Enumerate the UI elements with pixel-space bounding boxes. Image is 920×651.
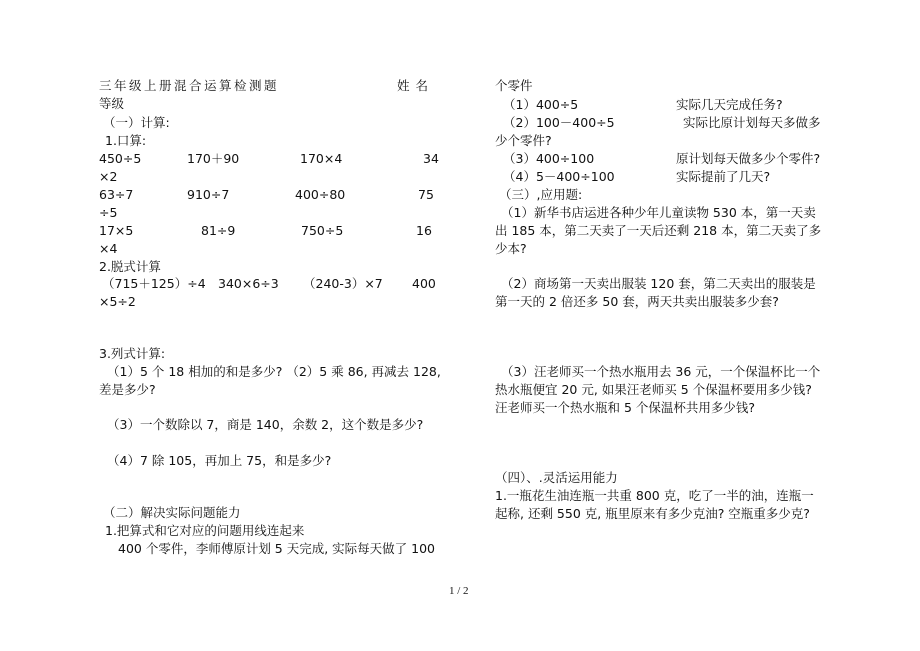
- detach-item: 400: [412, 276, 436, 291]
- problem-line: 少本?: [495, 241, 527, 256]
- match-expression: （3）400÷100: [503, 151, 595, 166]
- oral-item: 63÷7: [99, 187, 134, 202]
- match-expression: （1）400÷5: [503, 97, 579, 112]
- problem-line: 热水瓶便宜 20 元, 如果汪老师买 5 个保温杯要用多少钱?: [495, 382, 812, 397]
- question-3-3: （3）一个数除以 7，商是 140，余数 2，这个数是多少?: [107, 417, 424, 432]
- oral-item: 34: [423, 151, 439, 166]
- detach-item: （240-3）×7: [303, 276, 383, 291]
- match-question: 原计划每天做多少个零件?: [676, 151, 821, 166]
- section-1-2-heading: 2.脱式计算: [99, 259, 161, 274]
- name-label: 姓名: [397, 78, 435, 93]
- section-1-heading: （一）计算:: [103, 115, 170, 130]
- section-1-1-heading: 1.口算:: [105, 133, 147, 148]
- oral-item: 450÷5: [99, 151, 142, 166]
- oral-item: ×4: [99, 241, 118, 256]
- oral-item: ×2: [99, 169, 118, 184]
- match-question: 实际提前了几天?: [676, 169, 771, 184]
- question-3-1: （1）5 个 18 相加的和是多少? （2）5 乘 86, 再减去 128,: [107, 364, 441, 379]
- match-question: 实际几天完成任务?: [676, 97, 783, 112]
- oral-item: 750÷5: [301, 223, 344, 238]
- detach-item: （715＋125）÷4: [102, 276, 206, 291]
- section-4-heading: （四）、.灵活运用能力: [495, 470, 618, 485]
- section-1-3-heading: 3.列式计算:: [99, 346, 166, 361]
- oral-item: 75: [418, 187, 434, 202]
- oral-item: 400÷80: [295, 187, 346, 202]
- oral-item: 16: [416, 223, 432, 238]
- section-2-paragraph: 400 个零件，李师傅原计划 5 天完成, 实际每天做了 100: [118, 541, 436, 556]
- problem-line: （1）新华书店运进各种少年儿童读物 530 本，第一天卖: [501, 205, 816, 220]
- paragraph-continuation: 个零件: [495, 78, 533, 93]
- oral-item: 81÷9: [201, 223, 236, 238]
- section-2-heading: （二）解决实际问题能力: [103, 505, 241, 520]
- page-number: 1 / 2: [449, 585, 469, 597]
- section-2-1-heading: 1.把算式和它对应的问题用线连起来: [105, 523, 305, 538]
- detach-item: ×5÷2: [99, 294, 136, 309]
- problem-line: （3）汪老师买一个热水瓶用去 36 元，一个保温杯比一个: [501, 364, 821, 379]
- problem-line: 汪老师买一个热水瓶和 5 个保温杯共用多少钱?: [495, 400, 756, 415]
- problem-line: 起称, 还剩 550 克, 瓶里原来有多少克油? 空瓶重多少克?: [495, 506, 810, 521]
- oral-item: 17×5: [99, 223, 134, 238]
- oral-item: ÷5: [99, 205, 118, 220]
- detach-item: 340×6÷3: [218, 276, 279, 291]
- oral-item: 170＋90: [187, 151, 240, 166]
- section-3-heading: （三）,应用题:: [499, 187, 583, 202]
- problem-line: 1.一瓶花生油连瓶一共重 800 克，吃了一半的油，连瓶一: [495, 488, 814, 503]
- problem-line: 第一天的 2 倍还多 50 套，两天共卖出服装多少套?: [495, 294, 779, 309]
- match-question: 实际比原计划每天多做多: [683, 115, 821, 130]
- question-3-1-cont: 差是多少?: [99, 382, 156, 397]
- oral-item: 170×4: [300, 151, 343, 166]
- match-question-cont: 少个零件?: [495, 133, 552, 148]
- question-3-4: （4）7 除 105，再加上 75，和是多少?: [107, 453, 332, 468]
- match-expression: （2）100－400÷5: [503, 115, 615, 130]
- worksheet-title: 三年级上册混合运算检测题: [99, 78, 280, 93]
- oral-item: 910÷7: [187, 187, 230, 202]
- grade-label: 等级: [99, 96, 125, 111]
- match-expression: （4）5－400÷100: [503, 169, 615, 184]
- problem-line: （2）商场第一天卖出服装 120 套，第二天卖出的服装是: [501, 276, 816, 291]
- problem-line: 出 185 本，第二天卖了一天后还剩 218 本，第二天卖了多: [495, 223, 822, 238]
